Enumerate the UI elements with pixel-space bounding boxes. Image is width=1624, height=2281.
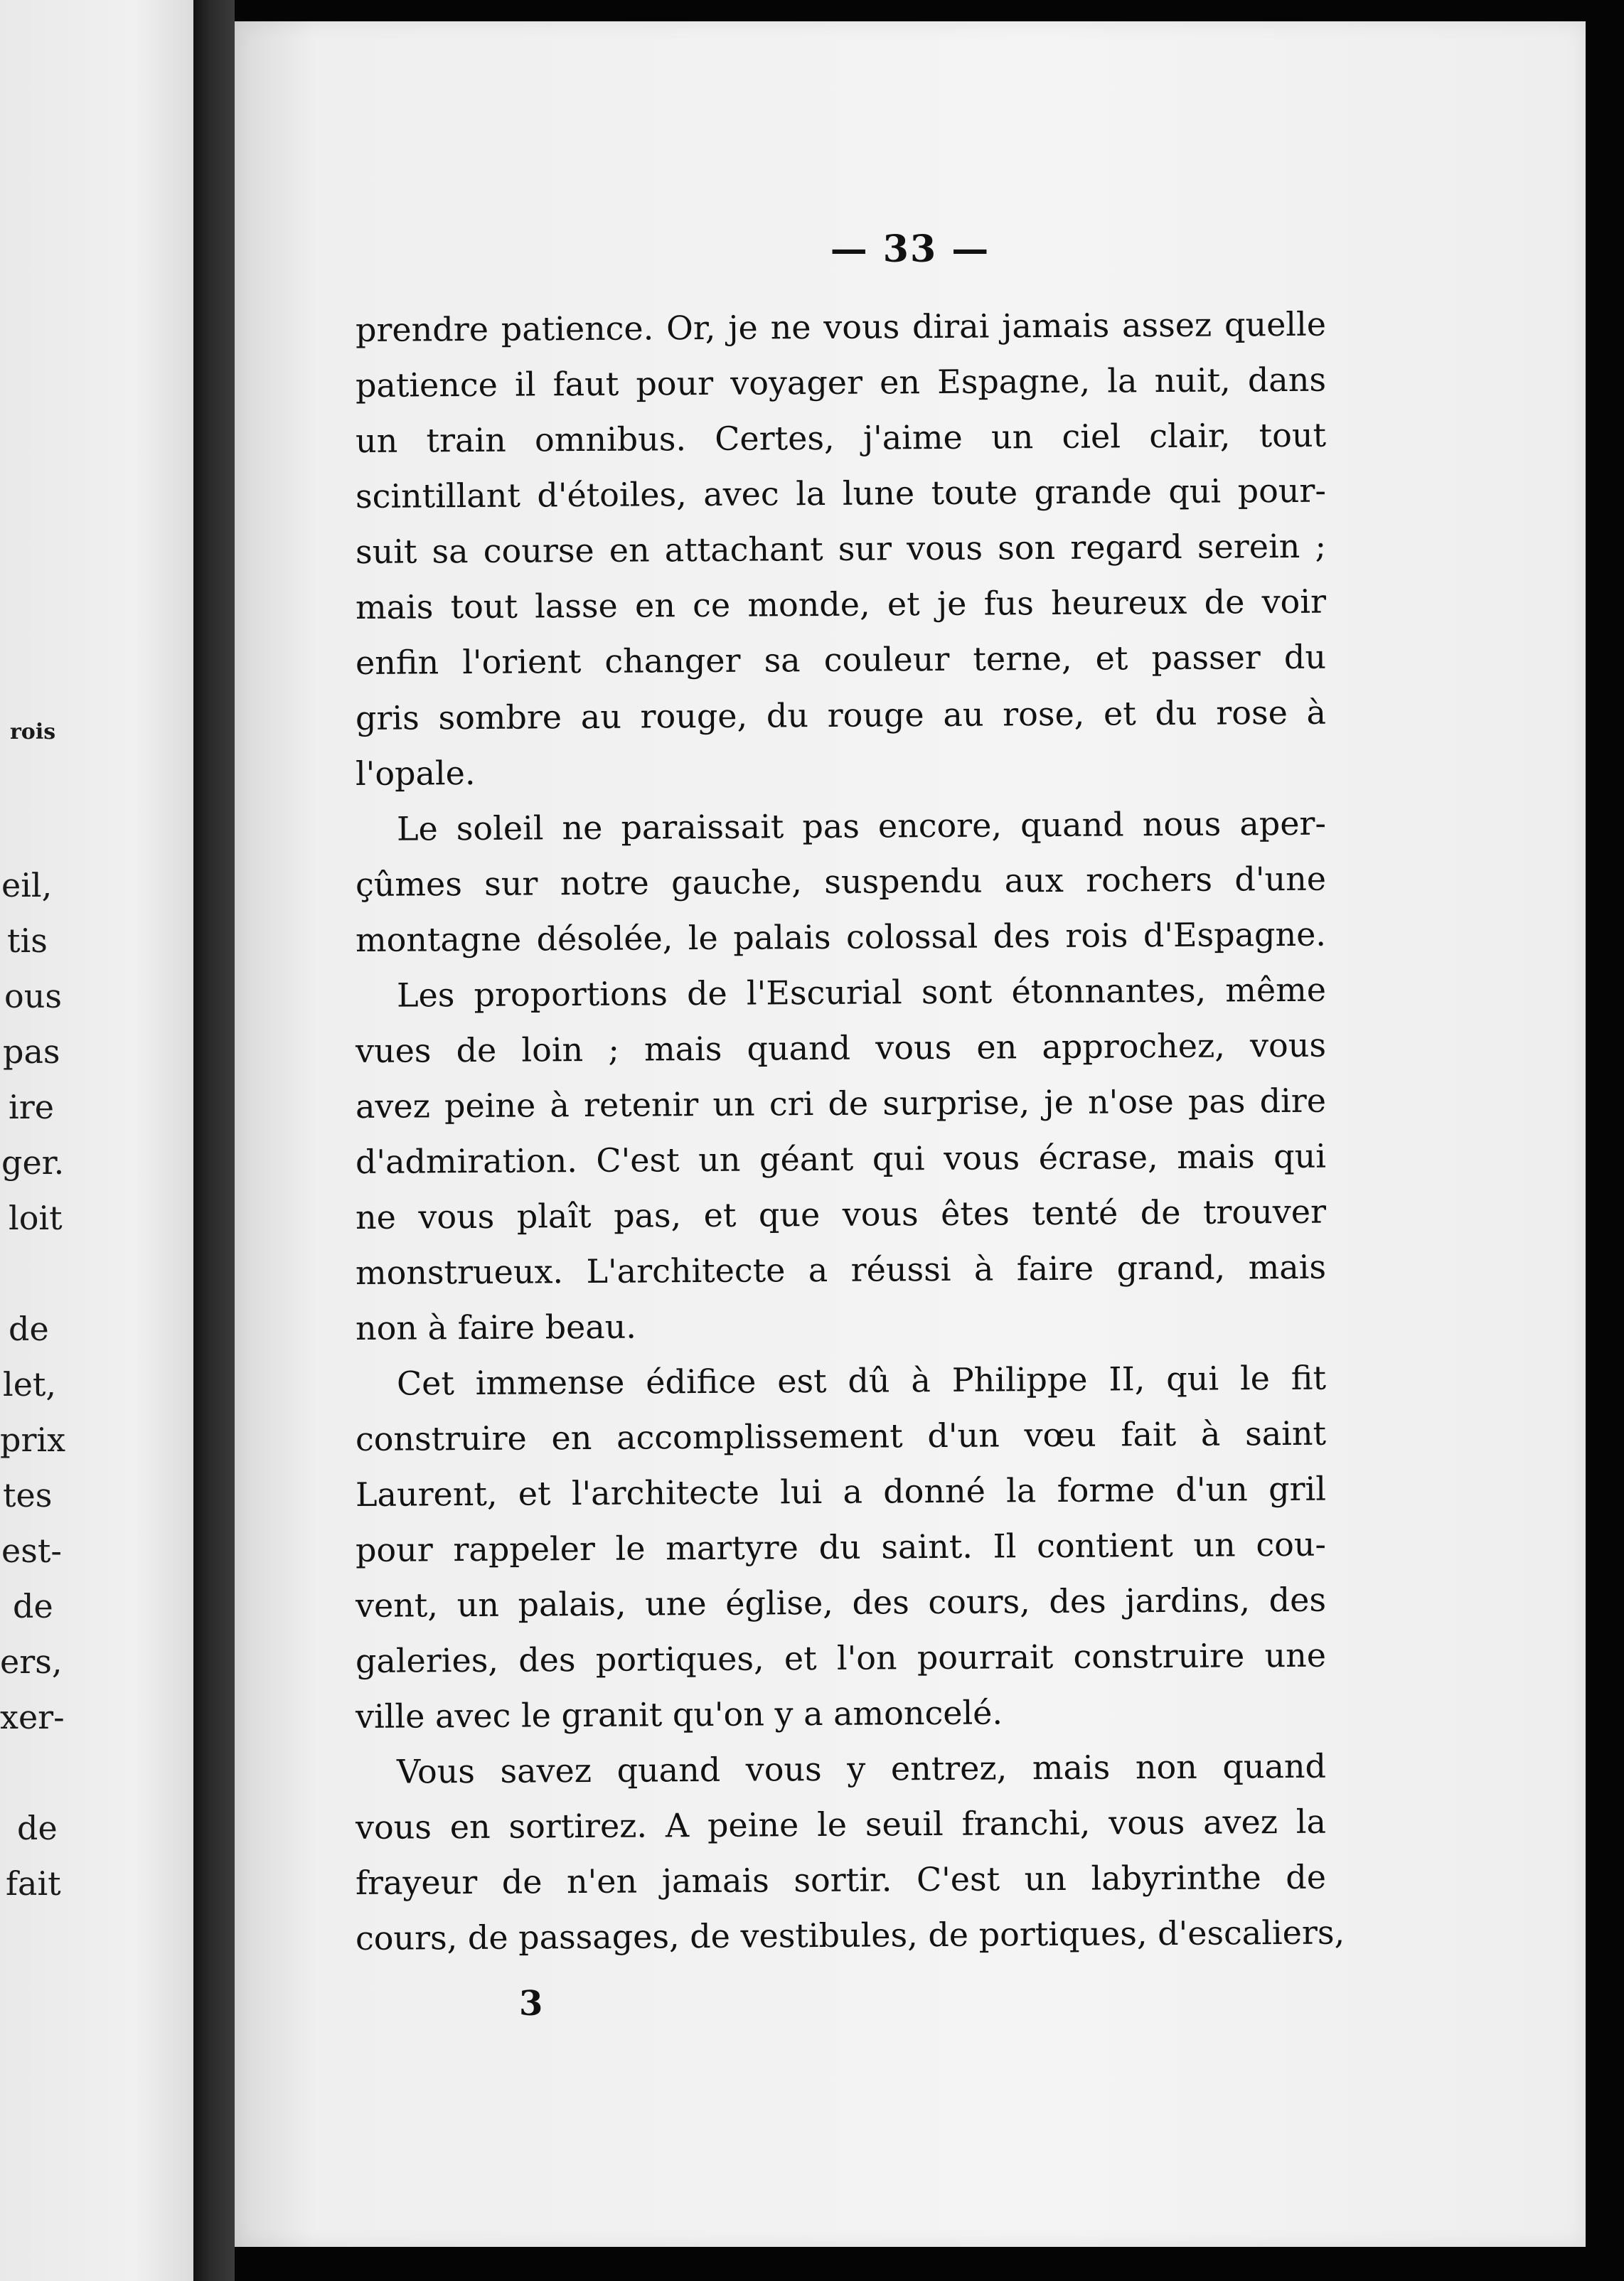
text-line: montagne désolée, le palais colossal des rois d'Espagne.	[355, 914, 1327, 959]
left-page-fragment: ous	[4, 977, 62, 1015]
text-line: pour rappeler le martyre du saint. Il contient un cou-	[355, 1524, 1327, 1569]
text-line: enfin l'orient changer sa couleur terne, et passer du	[355, 637, 1327, 682]
text-line: l'opale.	[355, 753, 476, 793]
text-line: galeries, des portiques, et l'on pourrait construire une	[355, 1635, 1327, 1680]
page-number: — 33 —	[830, 228, 990, 271]
text-line: prendre patience. Or, je ne vous dirai jamais assez quelle	[355, 304, 1327, 349]
left-page-fragment: loit	[9, 1199, 63, 1237]
text-line: d'admiration. C'est un géant qui vous écrase, mais qui	[355, 1136, 1327, 1181]
text-line: monstrueux. L'architecte a réussi à faire grand, mais	[355, 1247, 1327, 1292]
text-line: patience il faut pour voyager en Espagne, la nuit, dans	[355, 360, 1327, 405]
left-page-fragment: ers,	[0, 1642, 63, 1681]
left-page-fragment: tis	[7, 922, 48, 960]
text-line: Laurent, et l'architecte lui a donné la forme d'un gril	[355, 1469, 1327, 1514]
left-page-fragment: pas	[3, 1032, 60, 1071]
left-facing-page	[0, 0, 193, 2281]
text-line: mais tout lasse en ce monde, et je fus heureux de voir	[355, 582, 1327, 626]
text-line: vues de loin ; mais quand vous en approchez, vous	[355, 1025, 1327, 1070]
left-page-fragment: est-	[1, 1532, 62, 1570]
text-line: Les proportions de l'Escurial sont étonnantes, même	[396, 970, 1327, 1015]
left-page-fragment: de	[17, 1809, 58, 1847]
left-page-fragment: prix	[0, 1421, 66, 1459]
page-body-text	[355, 302, 1345, 1966]
left-page-fragment: eil,	[1, 866, 53, 904]
text-line: cours, de passages, de vestibules, de portiques, d'escaliers,	[355, 1913, 1345, 1957]
signature-mark: 3	[519, 1984, 543, 2024]
text-line: scintillant d'étoiles, avec la lune toute grande qui pour-	[355, 471, 1327, 516]
text-line: non à faire beau.	[355, 1307, 637, 1347]
text-line: gris sombre au rouge, du rouge au rose, et du rose à	[355, 693, 1327, 737]
left-page-fragment: fait	[6, 1864, 61, 1903]
left-page-fragment: de	[9, 1310, 49, 1348]
book-page	[235, 21, 1586, 2247]
left-page-fragment: xer-	[0, 1698, 65, 1736]
text-line: avez peine à retenir un cri de surprise, je n'ose pas dire	[355, 1081, 1327, 1126]
text-line: vent, un palais, une église, des cours, des jardins, des	[355, 1580, 1327, 1625]
left-page-fragment: tes	[3, 1476, 53, 1515]
left-page-fragment: ire	[9, 1088, 54, 1126]
text-line: vous en sortirez. A peine le seuil franchi, vous avez la	[355, 1802, 1327, 1847]
text-line: un train omnibus. Certes, j'aime un ciel clair, tout	[355, 415, 1327, 460]
text-line: Le soleil ne paraissait pas encore, quand nous aper-	[396, 803, 1327, 848]
text-line: ne vous plaît pas, et que vous êtes tenté de trouver	[355, 1192, 1327, 1236]
book-gutter	[193, 0, 235, 2281]
text-line: ville avec le granit qu'on y a amoncelé.	[355, 1693, 1003, 1736]
left-page-fragment: ger.	[1, 1143, 65, 1182]
left-page-fragment: let,	[3, 1365, 57, 1404]
text-line: Vous savez quand vous y entrez, mais non quand	[396, 1746, 1327, 1791]
text-line: suit sa course en attachant sur vous son regard serein ;	[355, 526, 1327, 571]
left-page-fragment: de	[13, 1587, 53, 1625]
text-line: çûmes sur notre gauche, suspendu aux rochers d'une	[355, 859, 1327, 904]
left-page-fragment-rois: rois	[10, 720, 56, 744]
text-line: Cet immense édifice est dû à Philippe II, qui le fit	[396, 1358, 1327, 1403]
text-line: frayeur de n'en jamais sortir. C'est un labyrinthe de	[355, 1857, 1327, 1902]
text-line: construire en accomplissement d'un vœu fait à saint	[355, 1414, 1327, 1458]
